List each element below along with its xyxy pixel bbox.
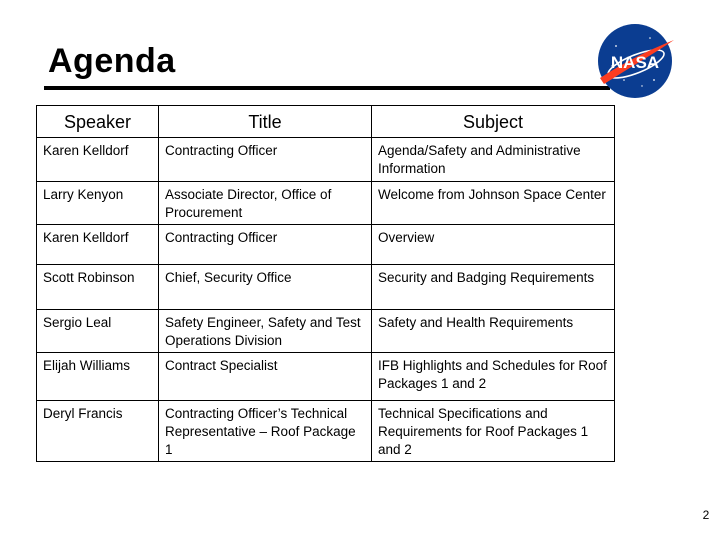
title-cell: Contracting Officer [159,225,372,265]
table-row [37,138,615,182]
header-speaker: Speaker [37,106,159,138]
title-cell: Safety Engineer, Safety and Test Operations Division [159,310,372,353]
table-row [37,265,615,310]
title-cell: Contract Specialist [159,353,372,401]
speaker-cell: Karen Kelldorf [37,138,159,182]
subject-cell: Welcome from Johnson Space Center [372,182,615,225]
table-row [37,225,615,265]
header-subject: Subject [372,106,615,138]
speaker-cell: Sergio Leal [37,310,159,353]
table-row [37,353,615,401]
subject-cell: Safety and Health Requirements [372,310,615,353]
subject-cell: IFB Highlights and Schedules for Roof Packages 1 and 2 [372,353,615,401]
subject-cell: Security and Badging Requirements [372,265,615,310]
speaker-cell: Larry Kenyon [37,182,159,225]
table-row [37,182,615,225]
table-header-row [37,106,615,138]
nasa-logo-icon [594,20,676,102]
header-title: Title [159,106,372,138]
subject-cell: Agenda/Safety and Administrative Information [372,138,615,182]
title-divider [44,86,610,90]
title-cell: Associate Director, Office of Procurement [159,182,372,225]
title-cell: Chief, Security Office [159,265,372,310]
page-number: 2 [702,508,710,522]
slide-title: Agenda [48,42,176,80]
agenda-table [36,105,615,462]
speaker-cell: Scott Robinson [37,265,159,310]
svg-text:NASA: NASA [610,53,660,72]
speaker-cell: Elijah Williams [37,353,159,401]
subject-cell: Overview [372,225,615,265]
subject-cell: Technical Specifications and Requirements for Roof Packages 1 and 2 [372,401,615,462]
table-row [37,401,615,462]
table-row [37,310,615,353]
speaker-cell: Deryl Francis [37,401,159,462]
title-cell: Contracting Officer [159,138,372,182]
speaker-cell: Karen Kelldorf [37,225,159,265]
title-cell: Contracting Officer’s Technical Representative – Roof Package 1 [159,401,372,462]
